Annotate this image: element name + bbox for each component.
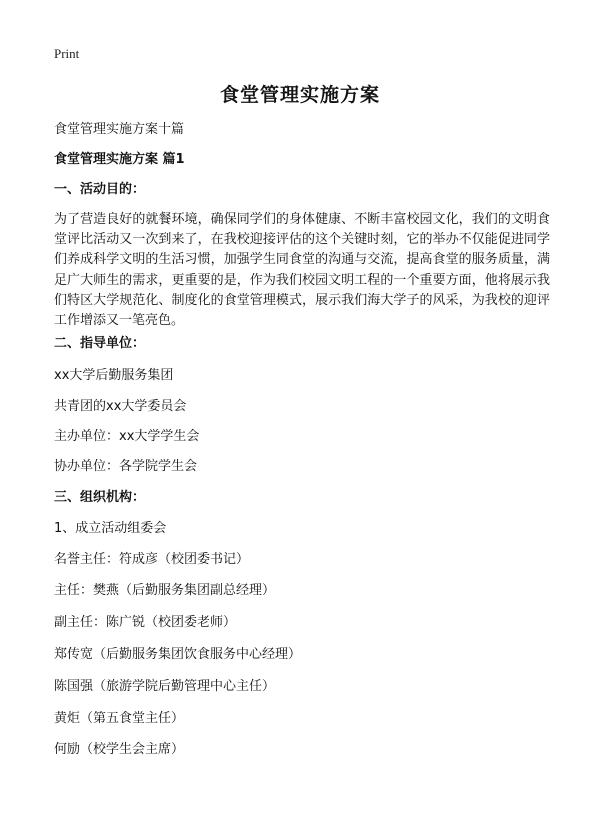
organization-item: 黄炬（第五食堂主任）: [54, 711, 185, 726]
print-label: Print: [54, 46, 80, 61]
activity-purpose-paragraph: 为了营造良好的就餐环境，确保同学们的身体健康、不断丰富校园文化，我们的文明食堂评比活动又一次到来了，在我校迎接评估的这个关键时刻，它的举办不仅能促进同学们养成科学文明的生活习惯，加强学生同食堂的沟通与交流，提高食堂的服务质量，满足广大师生的需求，更重要的是，作为我们校园文明工程的一个重要方面，他将展示我们特区大学规范化、制度化的食堂管理模式，展示我们海大学子的风采，为我校的迎评工作增添又一笔亮色。: [54, 212, 550, 329]
organization-item: 郑传宽（后勤服务集团饮食服务中心经理）: [54, 647, 302, 662]
guidance-unit-item: 共青团的xx大学委员会: [54, 399, 187, 414]
guidance-unit-item: 主办单位：xx大学学生会: [54, 429, 200, 444]
guidance-unit-item: xx大学后勤服务集团: [54, 368, 174, 383]
section-title: 食堂管理实施方案 篇1: [54, 152, 185, 167]
heading-guidance-units: 二、指导单位：: [54, 336, 146, 351]
heading-activity-purpose: 一、活动目的：: [54, 182, 146, 197]
organization-item: 何励（校学生会主席）: [54, 742, 185, 757]
organization-item: 陈国强（旅游学院后勤管理中心主任）: [54, 679, 276, 694]
organization-item: 1、成立活动组委会: [54, 521, 167, 536]
organization-item: 主任：樊燕（后勤服务集团副总经理）: [54, 583, 276, 598]
heading-organization: 三、组织机构：: [54, 490, 146, 505]
organization-item: 副主任：陈广锐（校团委老师）: [54, 615, 237, 630]
organization-item: 名誉主任：符成彦（校团委书记）: [54, 552, 250, 567]
guidance-unit-item: 协办单位：各学院学生会: [54, 459, 198, 474]
document-subtitle: 食堂管理实施方案十篇: [54, 122, 185, 137]
document-title: 食堂管理实施方案: [219, 84, 380, 106]
